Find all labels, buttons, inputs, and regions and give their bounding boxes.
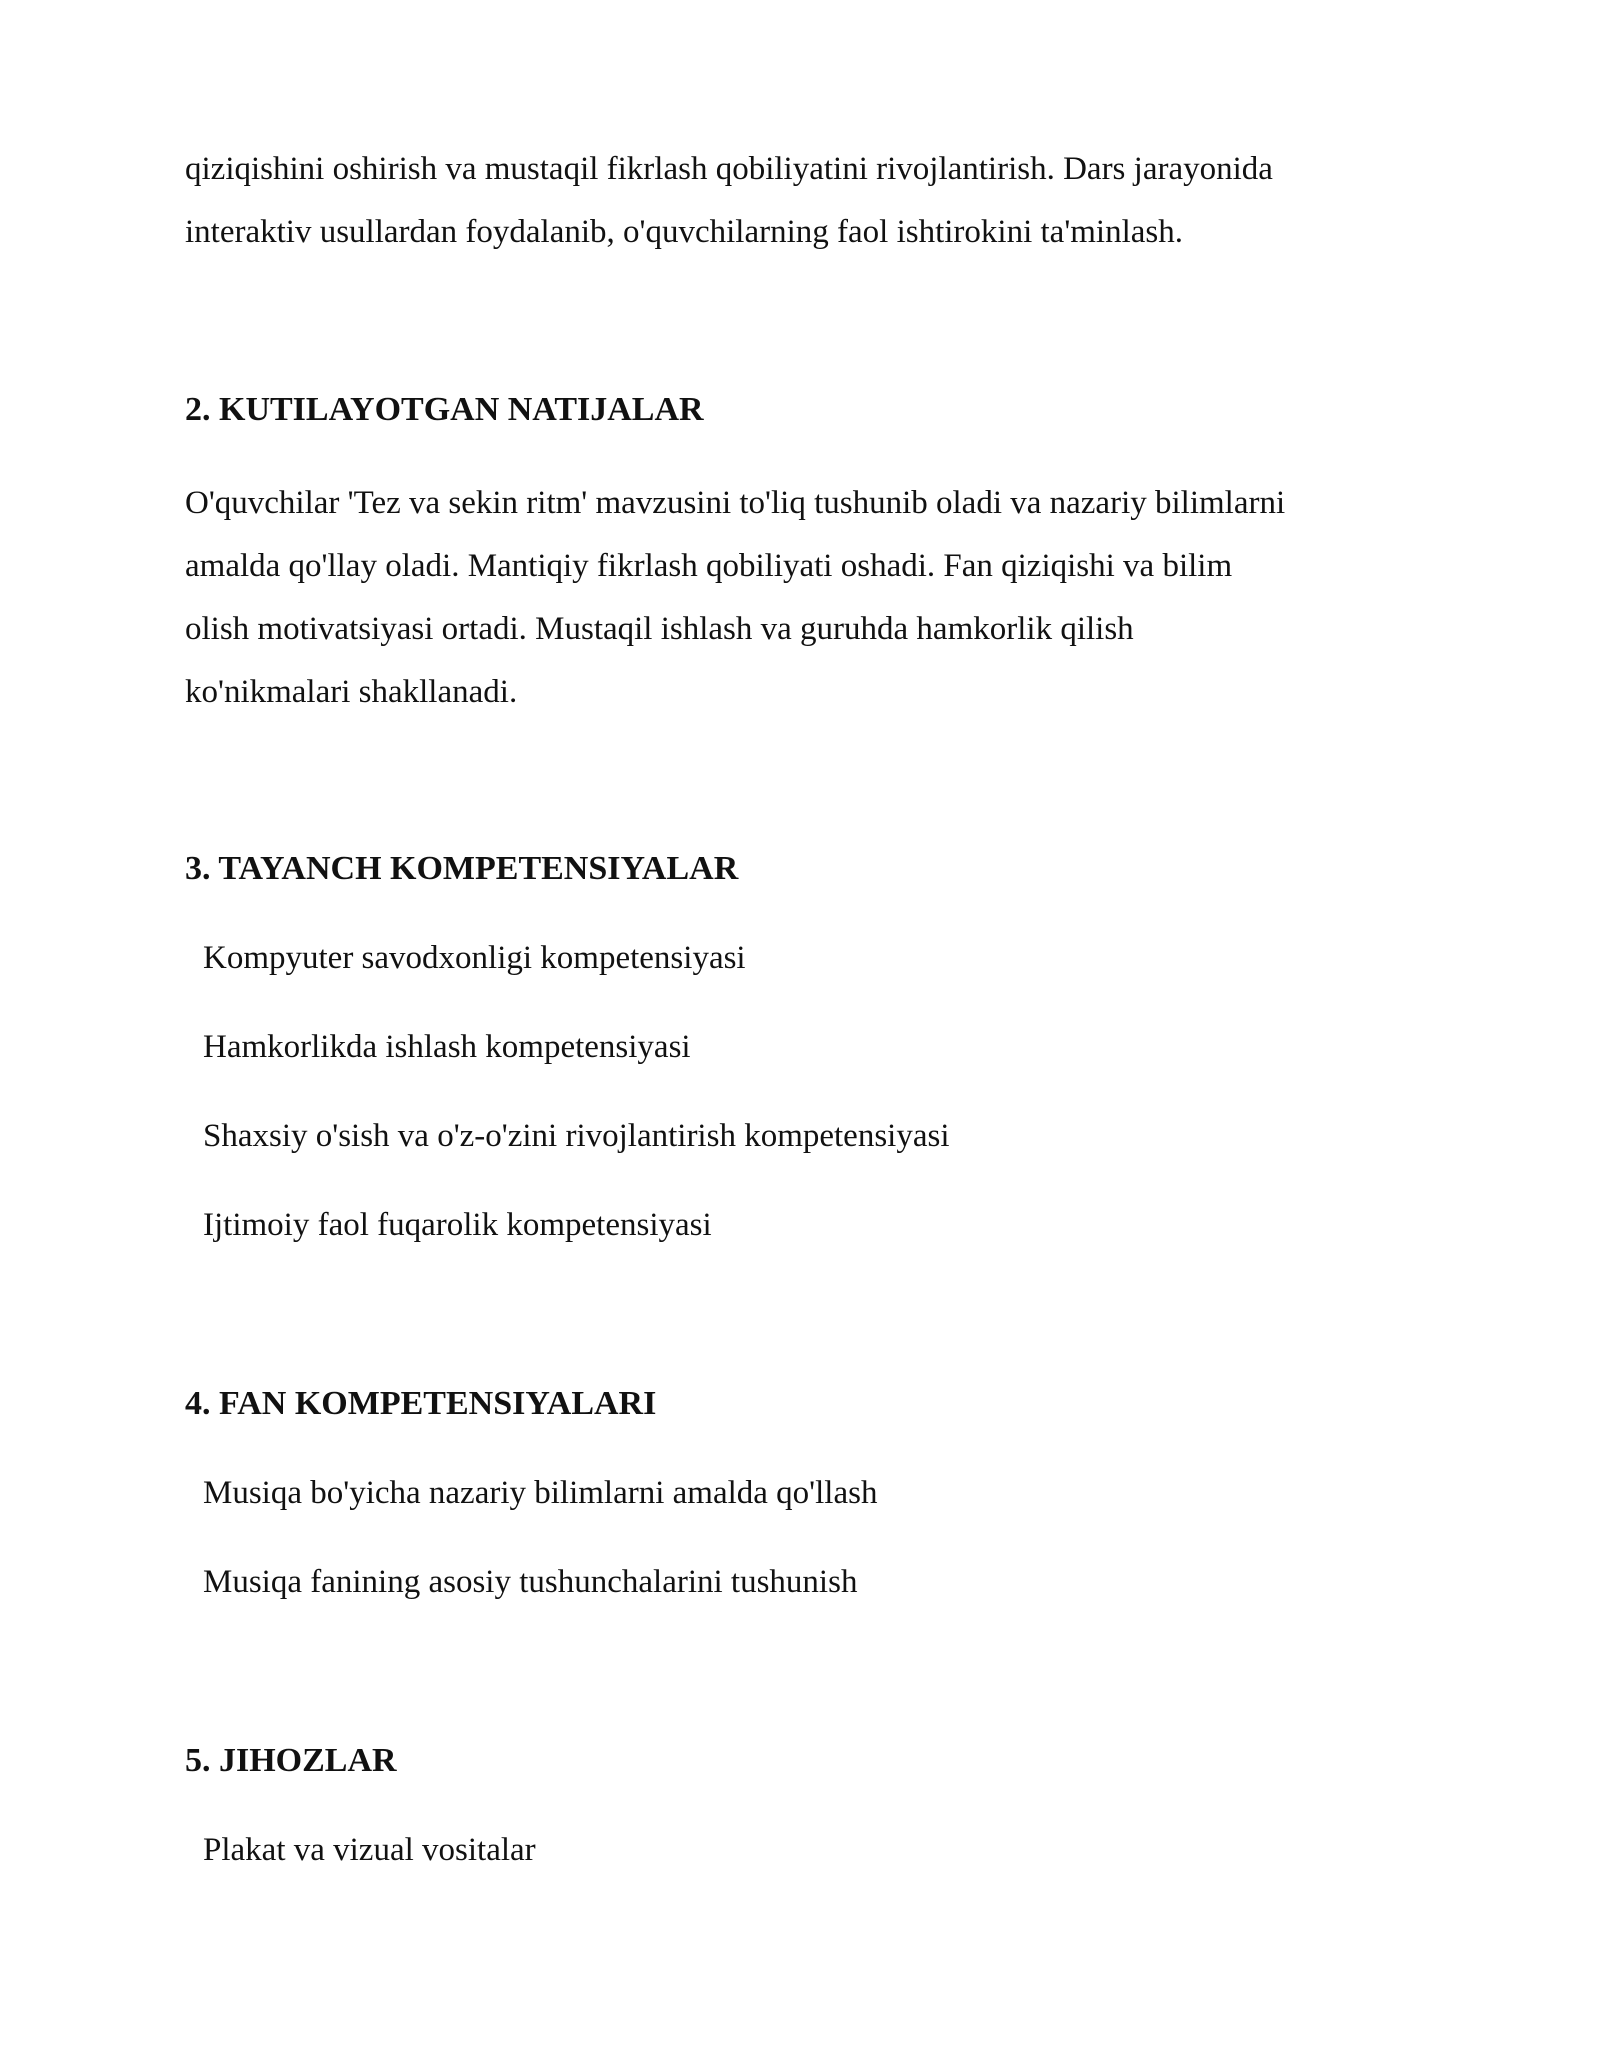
list-item: Plakat va vizual vositalar xyxy=(203,1832,536,1868)
results-line: amalda qo'llay oladi. Mantiqiy fikrlash qobiliyati oshadi. Fan qiziqishi va bilim xyxy=(185,548,1233,584)
results-line: ko'nikmalari shakllanadi. xyxy=(185,674,518,710)
section-heading-core-competencies: 3. TAYANCH KOMPETENSIYALAR xyxy=(185,850,739,887)
intro-line: interaktiv usullardan foydalanib, o'quvchilarning faol ishtirokini ta'minlash. xyxy=(185,214,1184,250)
list-item: Hamkorlikda ishlash kompetensiyasi xyxy=(203,1029,691,1065)
list-item: Kompyuter savodxonligi kompetensiyasi xyxy=(203,940,746,976)
list-item: Musiqa bo'yicha nazariy bilimlarni amalda qo'llash xyxy=(203,1475,878,1511)
section-heading-results: 2. KUTILAYOTGAN NATIJALAR xyxy=(185,391,704,428)
intro-line: qiziqishini oshirish va mustaqil fikrlash qobiliyatini rivojlantirish. Dars jarayonida xyxy=(185,151,1273,187)
section-heading-equipment: 5. JIHOZLAR xyxy=(185,1742,397,1779)
list-item: Shaxsiy o'sish va o'z-o'zini rivojlantirish kompetensiyasi xyxy=(203,1118,950,1154)
intro-paragraph xyxy=(185,138,1435,264)
section-heading-subject-competencies: 4. FAN KOMPETENSIYALARI xyxy=(185,1385,657,1422)
results-line: olish motivatsiyasi ortadi. Mustaqil ishlash va guruhda hamkorlik qilish xyxy=(185,611,1134,647)
results-paragraph xyxy=(185,472,1435,724)
list-item: Ijtimoiy faol fuqarolik kompetensiyasi xyxy=(203,1207,712,1243)
list-item: Musiqa fanining asosiy tushunchalarini tushunish xyxy=(203,1564,858,1600)
results-line: O'quvchilar 'Tez va sekin ritm' mavzusini to'liq tushunib oladi va nazariy bilimlarni xyxy=(185,485,1286,521)
